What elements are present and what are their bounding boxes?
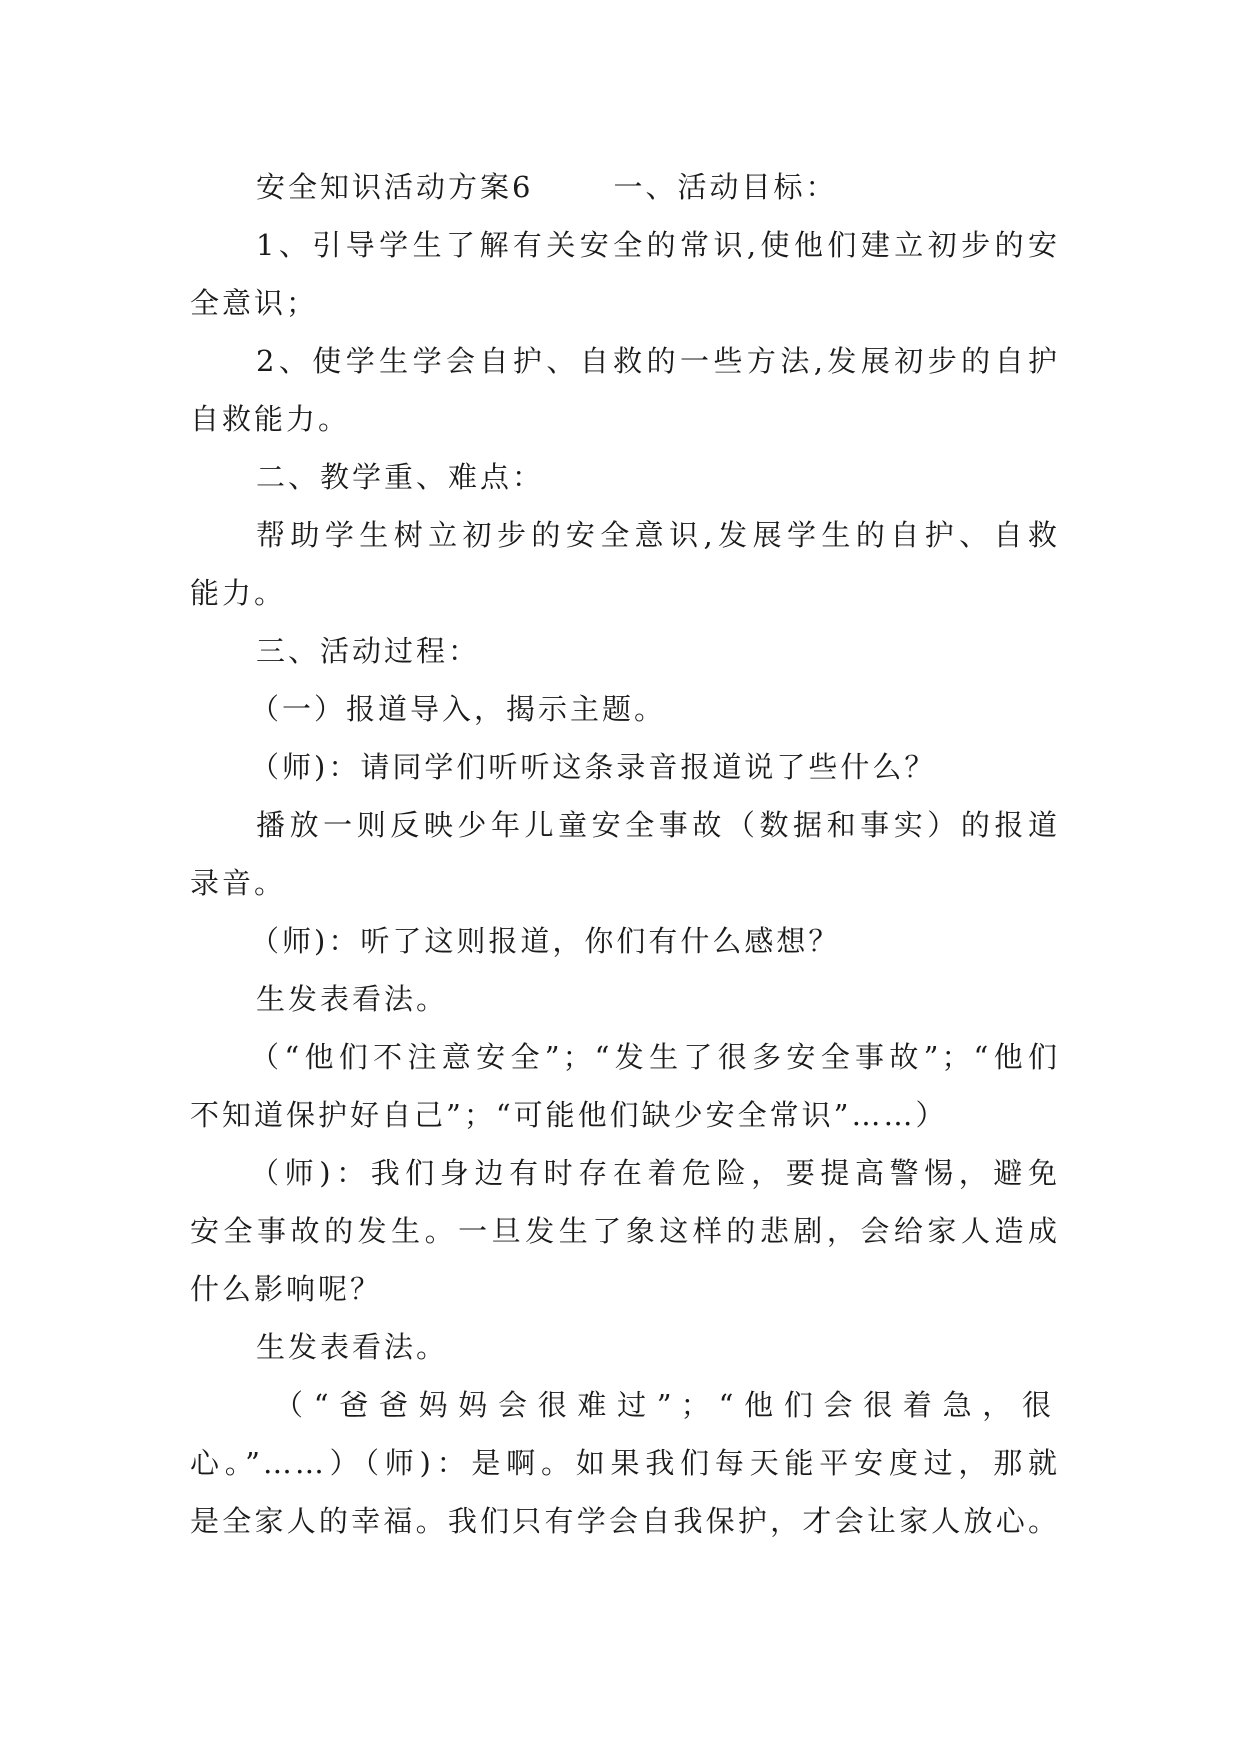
paragraph-line: 心。”……）（师)：是啊。如果我们每天能平安度过，那就: [190, 1446, 1060, 1480]
paragraph-line: （“他们不注意安全”；“发生了很多安全事故”；“他们: [250, 1040, 1060, 1074]
paragraph-line: 不知道保护好自己”；“可能他们缺少安全常识”……）: [190, 1098, 948, 1132]
paragraph-line: （“爸爸妈妈会很难过”；“他们会很着急，很: [274, 1388, 1060, 1422]
title-line: [190, 158, 1060, 216]
paragraph-line: 播放一则反映少年儿童安全事故（数据和事实）的报道: [256, 808, 1060, 842]
paragraph-line: 2、使学生学会自护、自救的一些方法,发展初步的自护: [256, 344, 1060, 378]
paragraph-line: 录音。: [190, 866, 287, 900]
section-heading-process: 三、活动过程：: [256, 634, 481, 668]
paragraph-line: 帮助学生树立初步的安全意识,发展学生的自护、自救: [256, 518, 1060, 552]
paragraph-line: 全意识；: [190, 286, 319, 320]
paragraph-line: 能力。: [190, 576, 287, 610]
paragraph-line: 自救能力。: [190, 402, 351, 436]
paragraph-line: 生发表看法。: [256, 1330, 449, 1364]
paragraph-line: 是全家人的幸福。我们只有学会自我保护，才会让家人放心。: [190, 1504, 1060, 1538]
paragraph-line: 什么影响呢？: [190, 1272, 383, 1306]
paragraph-line: （师)：听了这则报道，你们有什么感想？: [250, 924, 841, 958]
paragraph-line: （师)：我们身边有时存在着危险，要提高警惕，避免: [250, 1156, 1060, 1190]
paragraph-line: 安全事故的发生。一旦发生了象这样的悲剧，会给家人造成: [190, 1214, 1060, 1248]
paragraph-line: 1、引导学生了解有关安全的常识,使他们建立初步的安: [256, 228, 1060, 262]
document-title: 安全知识活动方案6: [256, 170, 534, 204]
paragraph-line: 生发表看法。: [256, 982, 449, 1016]
paragraph-line: （师)：请同学们听听这条录音报道说了些什么？: [250, 750, 937, 784]
section-heading-goals: 一、活动目标：: [613, 170, 838, 204]
document-body: [190, 158, 1060, 1550]
section-heading-difficulties: 二、教学重、难点：: [256, 460, 545, 494]
subsection-heading: （一）报道导入，揭示主题。: [250, 692, 667, 726]
